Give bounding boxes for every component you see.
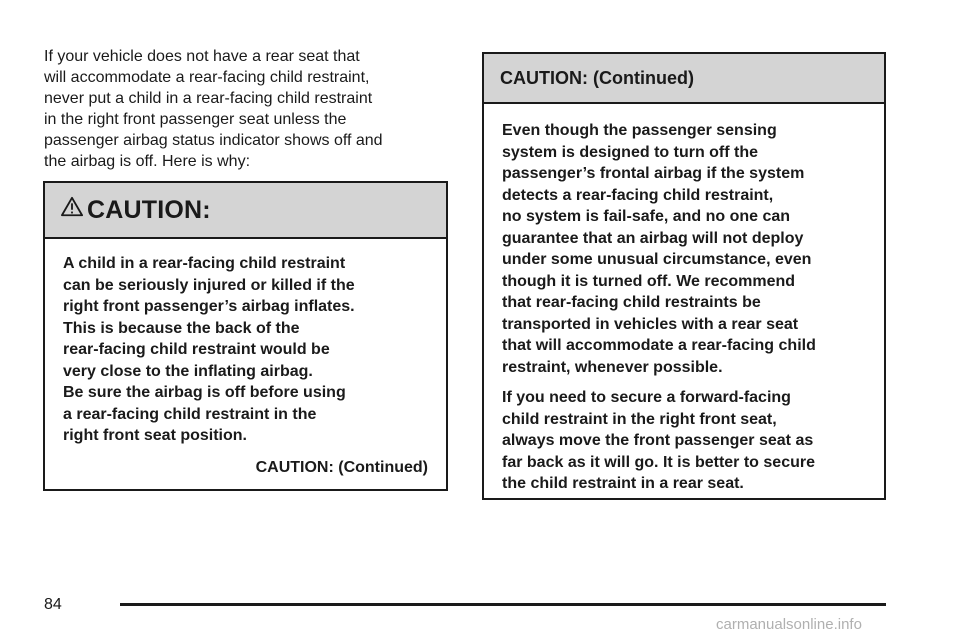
caution-line: child restraint in the right front seat, [502, 410, 777, 428]
caution-line: transported in vehicles with a rear seat [502, 315, 799, 333]
warning-triangle-icon [61, 196, 83, 218]
caution-line: right front passenger’s airbag inflates. [63, 298, 355, 315]
intro-line: in the right front passenger seat unless the [44, 111, 347, 128]
caution-line: right front seat position. [63, 427, 247, 444]
caution-line: If you need to secure a forward-facing [502, 389, 791, 406]
caution-line: under some unusual circumstance, even [502, 251, 812, 268]
intro-line: never put a child in a rear-facing child restraint [44, 90, 373, 107]
footer-rule [120, 603, 886, 606]
caution-header [45, 183, 446, 239]
intro-paragraph [44, 46, 444, 172]
caution-line: Even though the passenger sensing [502, 122, 777, 139]
caution-line: far back as it will go. It is better to secure [502, 453, 815, 471]
caution-title: CAUTION: [87, 195, 211, 224]
caution-line: can be seriously injured or killed if the [63, 276, 355, 294]
caution-continued-body [484, 104, 884, 495]
caution-line: no system is fail-safe, and no one can [502, 208, 791, 225]
caution-line: A child in a rear-facing child restraint [63, 255, 346, 272]
caution-line: detects a rear-facing child restraint, [502, 186, 774, 204]
caution-line: rear-facing child restraint would be [63, 341, 330, 358]
caution-line: always move the front passenger seat as [502, 432, 814, 449]
intro-line: passenger airbag status indicator shows off and [44, 132, 383, 149]
caution-line: very close to the inflating airbag. [63, 362, 313, 380]
caution-box-right [482, 52, 886, 500]
caution-continued-header [484, 54, 884, 104]
caution-line: Be sure the airbag is off before using [63, 384, 346, 401]
caution-line: passenger’s frontal airbag if the system [502, 165, 805, 182]
caution-paragraph-2 [502, 387, 866, 495]
caution-line: though it is turned off. We recommend [502, 272, 796, 290]
caution-line: that will accommodate a rear-facing child [502, 337, 816, 354]
intro-line: will accommodate a rear-facing child restraint, [44, 69, 370, 86]
caution-line: a rear-facing child restraint in the [63, 405, 317, 423]
caution-line: system is designed to turn off the [502, 143, 759, 161]
caution-box-left [43, 181, 448, 491]
caution-paragraph-1 [502, 120, 866, 378]
intro-line: the airbag is off. Here is why: [44, 153, 251, 170]
caution-line: that rear-facing child restraints be [502, 294, 761, 311]
watermark: carmanualsonline.info [716, 616, 862, 633]
caution-line: guarantee that an airbag will not deploy [502, 229, 804, 247]
caution-body [45, 239, 446, 478]
caution-continued-title: CAUTION: (Continued) [500, 67, 694, 88]
caution-line: restraint, whenever possible. [502, 358, 723, 376]
intro-line: If your vehicle does not have a rear seat that [44, 48, 360, 65]
caution-line: the child restraint in a rear seat. [502, 475, 744, 492]
caution-line: This is because the back of the [63, 319, 300, 337]
page-number: 84 [44, 596, 62, 613]
caution-continued-label: CAUTION: (Continued) [255, 458, 428, 476]
